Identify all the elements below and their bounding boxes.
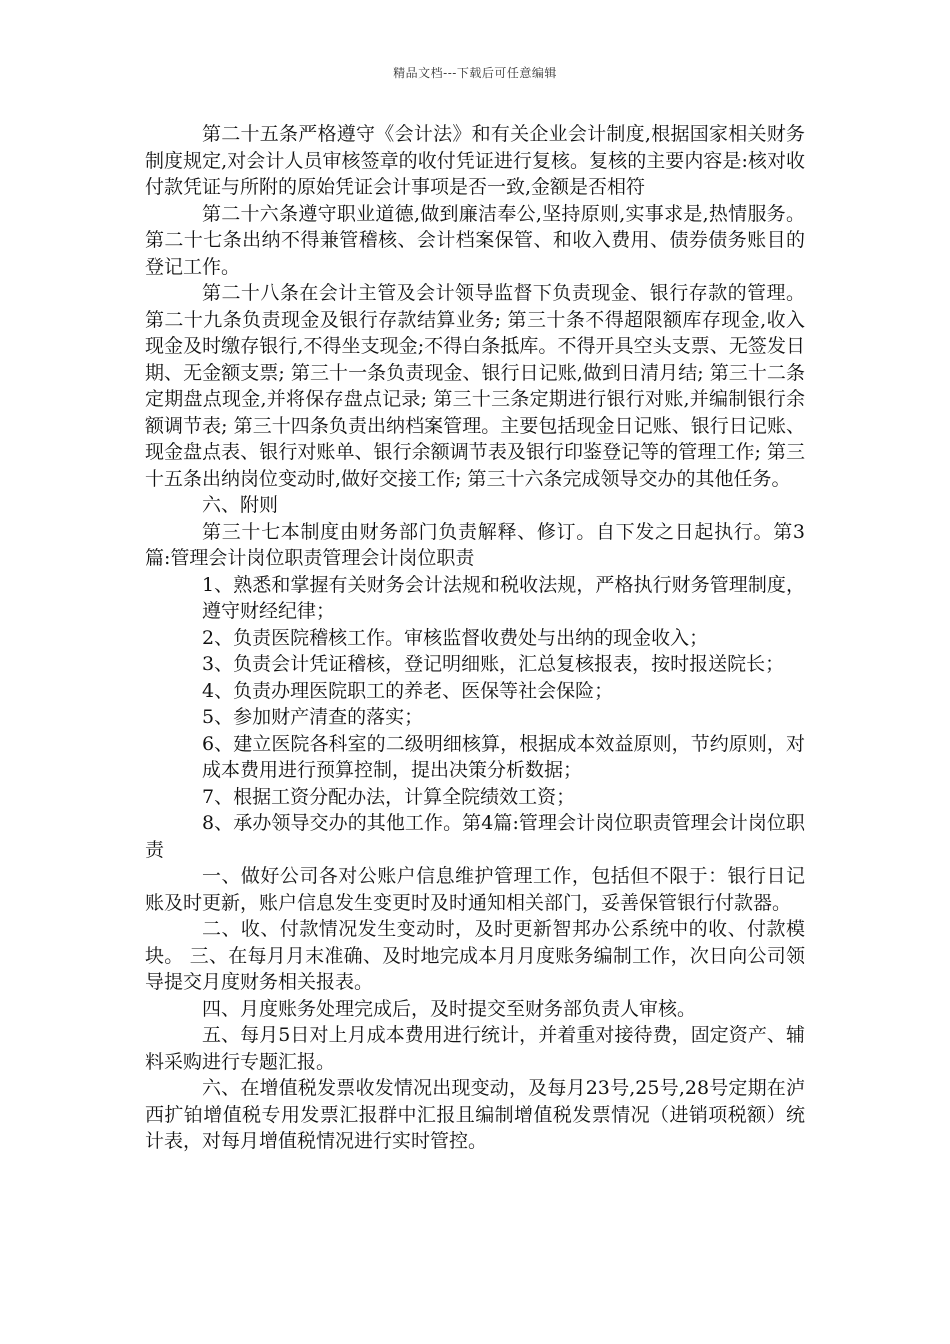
list-item: 6、建立医院各科室的二级明细核算，根据成本效益原则，节约原则，对成本费用进行预算控制，提出决策分析数据； bbox=[202, 732, 805, 781]
paragraph: 二、收、付款情况发生变动时，及时更新智邦办公系统中的收、付款模块。 三、在每月月末准确、及时地完成本月月度账务编制工作，次日向公司领导提交月度财务相关报表。 bbox=[145, 918, 805, 993]
list-item: 7、根据工资分配办法，计算全院绩效工资； bbox=[202, 785, 576, 808]
paragraph: 一、做好公司各对公账户信息维护管理工作，包括但不限于：银行日记账及时更新，账户信息发生变更时及时通知相关部门，妥善保管银行付款器。 bbox=[145, 865, 805, 914]
list-item: 2、负责医院稽核工作。审核监督收费处与出纳的现金收入； bbox=[202, 626, 709, 649]
list-item: 3、负责会计凭证稽核，登记明细账，汇总复核报表，按时报送院长； bbox=[202, 653, 785, 675]
page-header: 精品文档---下载后可任意编辑 bbox=[393, 66, 557, 80]
list-item: 1、熟悉和掌握有关财务会计法规和税收法规，严格执行财务管理制度，遵守财经纪律； bbox=[202, 573, 805, 622]
paragraph: 第二十五条严格遵守《会计法》和有关企业会计制度,根据国家相关财务制度规定,对会计人员审核签章的收付凭证进行复核。复核的主要内容是:核对收付款凭证与所附的原始凭证会计事项是否一致,金额是否相符 bbox=[145, 123, 805, 198]
document-body bbox=[145, 121, 805, 1155]
paragraph: 第二十八条在会计主管及会计领导监督下负责现金、银行存款的管理。 第二十九条负责现金及银行存款结算业务; 第三十条不得超限额库存现金,收入现金及时缴存银行,不得坐支现金;不得白条抵库。不得开具空头支票、无签发日期、无金额支票; 第三十一条负责现金、银行日记账,做到日清月结; 第三十二条定期盘点现金,并将保存盘点记录; 第三十三条定期进行银行对账,并编制银行余额调节表; 第三十四条负责出纳档案管理。主要包括现金日记账、银行日记账、现金盘点表、银行对账单、银行余额调节表及银行印鉴登记等的管理工作; 第三十五条出纳岗位变动时,做好交接工作; 第三十六条完成领导交办的其他任务。 bbox=[145, 282, 805, 490]
section-heading: 六、附则 bbox=[202, 494, 279, 516]
list-item: 4、负责办理医院职工的养老、医保等社会保险； bbox=[202, 679, 614, 702]
paragraph: 第二十六条遵守职业道德,做到廉洁奉公,坚持原则,实事求是,热情服务。 第二十七条出纳不得兼管稽核、会计档案保管、和收入费用、债券债务账目的登记工作。 bbox=[145, 202, 805, 278]
paragraph: 第三十七本制度由财务部门负责解释、修订。自下发之日起执行。第3篇:管理会计岗位职责管理会计岗位职责 bbox=[145, 520, 805, 569]
paragraph: 五、每月5日对上月成本费用进行统计，并着重对接待费，固定资产、辅料采购进行专题汇报。 bbox=[145, 1024, 805, 1073]
paragraph: 六、在增值税发票收发情况出现变动，及每月23号,25号,28号定期在泸西扩铂增值税专用发票汇报群中汇报且编制增值税发票情况（进销项税额）统计表，对每月增值税情况进行实时管控。 bbox=[145, 1077, 805, 1152]
paragraph: 四、月度账务处理完成后，及时提交至财务部负责人审核。 bbox=[202, 997, 697, 1020]
paragraph: 8、承办领导交办的其他工作。第4篇:管理会计岗位职责管理会计岗位职责 bbox=[145, 812, 805, 861]
list-item: 5、参加财产清查的落实； bbox=[202, 706, 424, 728]
